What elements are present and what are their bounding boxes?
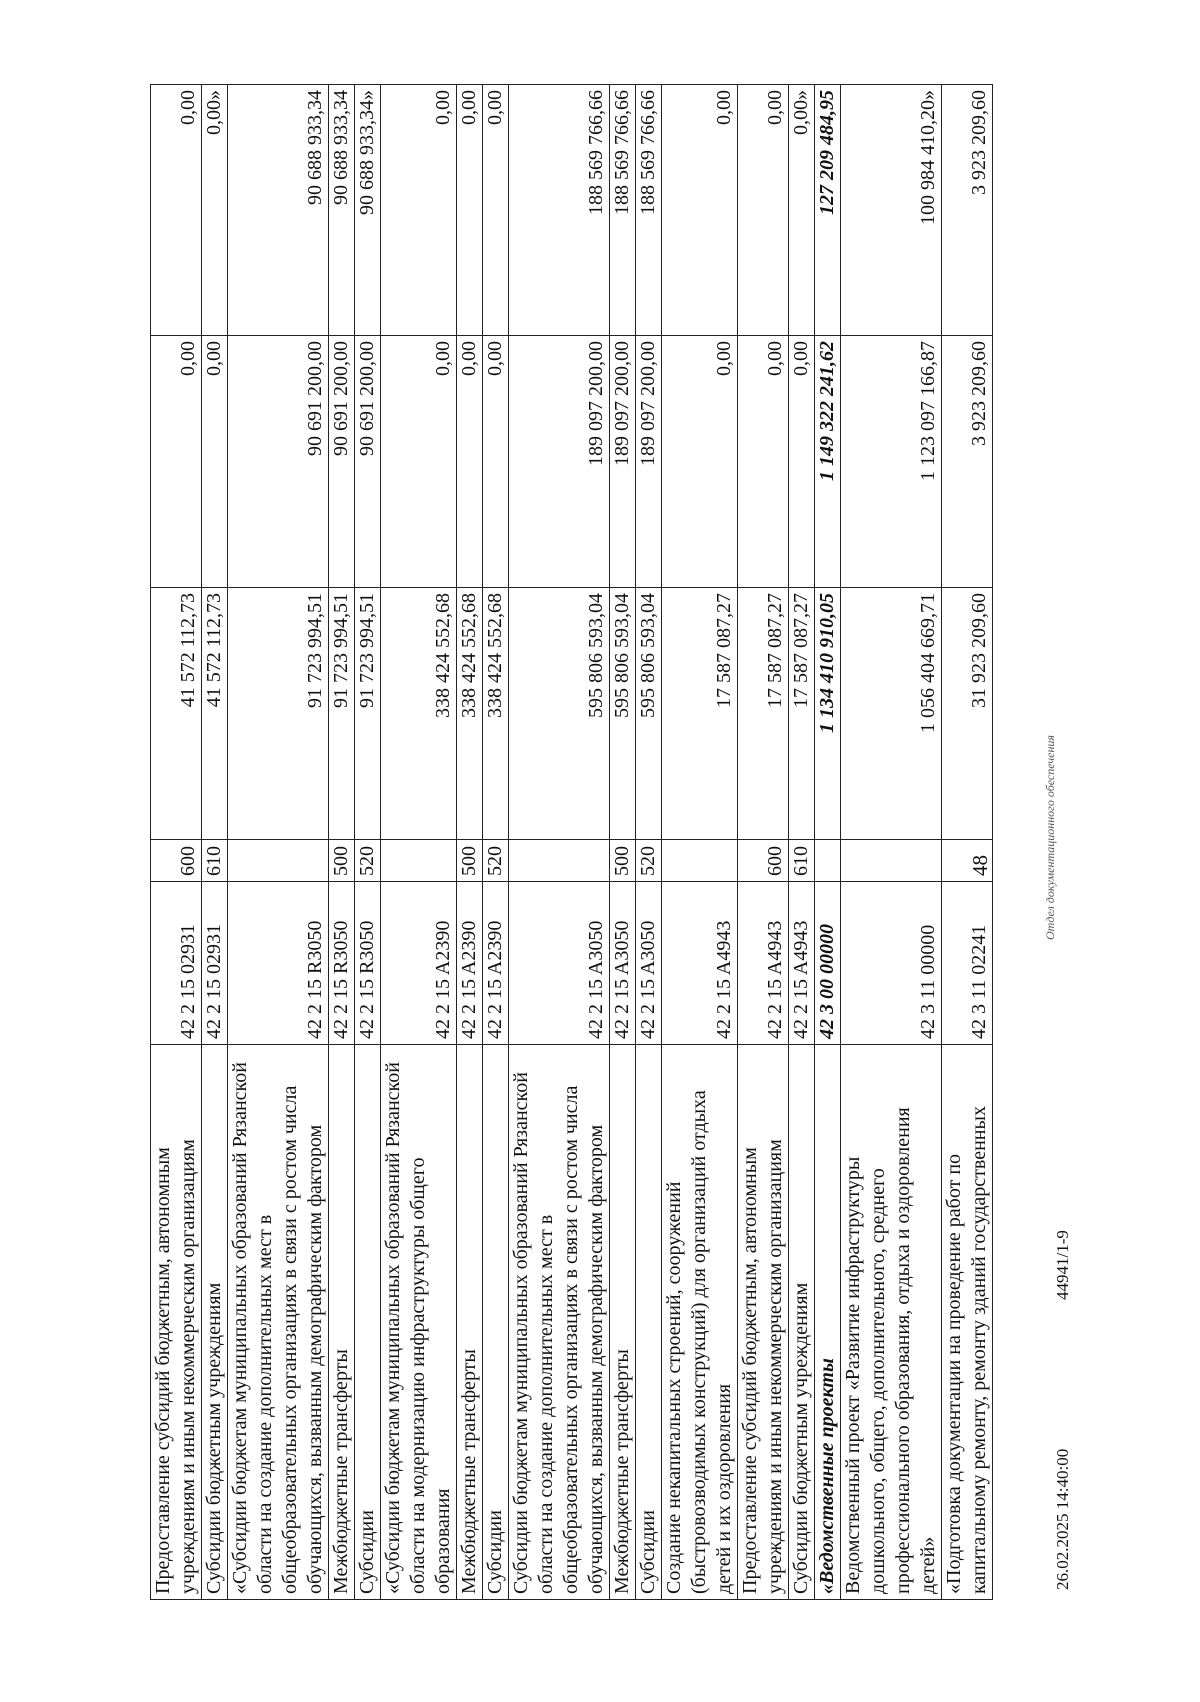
- row-name: Субсидии бюджетам муниципальных образований Рязанской области на создание дополнительных мест в общеобразовательных организациях в связи с ростом числа обучающихся, вызванным демографическим фактором: [509, 1045, 610, 1600]
- row-expense-type: [228, 840, 329, 882]
- row-code: 42 2 15 R3050: [228, 882, 329, 1045]
- rotated-content: [150, 80, 1080, 1600]
- department-stamp: Отдел документационного обеспечения: [1043, 735, 1057, 940]
- row-amount-3: 0,00: [151, 85, 202, 336]
- table-row: [636, 85, 662, 1600]
- row-amount-1: 1 056 404 669,71: [841, 588, 942, 840]
- row-amount-1: 91 723 994,51: [329, 588, 355, 840]
- row-amount-3: 127 209 484,95: [815, 85, 841, 336]
- row-amount-3: 188 569 766,66: [636, 85, 662, 336]
- row-name: Предоставление субсидий бюджетным, автономным учреждениям и иным некоммерческим организациям: [738, 1045, 789, 1600]
- row-name: Межбюджетные трансферты: [329, 1045, 355, 1600]
- row-expense-type: 500: [329, 840, 355, 882]
- row-expense-type: 600: [738, 840, 789, 882]
- row-name: «Субсидии бюджетам муниципальных образований Рязанской области на создание дополнительных мест в общеобразовательных организациях в связи с ростом числа обучающихся, вызванным демографическим фактором: [228, 1045, 329, 1600]
- row-amount-2: 0,00: [381, 336, 457, 588]
- table-row: [381, 85, 457, 1600]
- table-row: [457, 85, 483, 1600]
- row-amount-2: 1 149 322 241,62: [815, 336, 841, 588]
- footer-date: 26.02.2025 14:40:00: [1053, 1448, 1072, 1590]
- row-amount-1: 595 806 593,04: [636, 588, 662, 840]
- row-name: Создание некапитальных строений, сооружений (быстровозводимых конструкций) для организаций отдыха детей и их оздоровления: [662, 1045, 738, 1600]
- row-amount-3: 0,00: [738, 85, 789, 336]
- row-code: 42 2 15 A2390: [381, 882, 457, 1045]
- budget-table: [150, 84, 993, 1600]
- row-amount-1: 595 806 593,04: [610, 588, 636, 840]
- row-name: «Подготовка документации на проведение работ по капитальному ремонту, ремонту зданий государственных: [942, 1045, 993, 1600]
- row-amount-3: 90 688 933,34: [329, 85, 355, 336]
- row-expense-type: [841, 840, 942, 882]
- row-expense-type: 520: [636, 840, 662, 882]
- row-name: Субсидии: [636, 1045, 662, 1600]
- row-amount-3: 0,00»: [202, 85, 228, 336]
- row-amount-3: 188 569 766,66: [509, 85, 610, 336]
- row-amount-1: 91 723 994,51: [355, 588, 381, 840]
- row-amount-1: 91 723 994,51: [228, 588, 329, 840]
- row-code: 42 2 15 A4943: [662, 882, 738, 1045]
- row-expense-type: [381, 840, 457, 882]
- row-expense-type: 520: [483, 840, 509, 882]
- row-amount-2: 0,00: [457, 336, 483, 588]
- row-name: «Ведомственные проекты: [815, 1045, 841, 1600]
- row-amount-2: 189 097 200,00: [610, 336, 636, 588]
- row-code: 42 2 15 A3050: [636, 882, 662, 1045]
- row-code: 42 2 15 A3050: [509, 882, 610, 1045]
- row-amount-3: 90 688 933,34»: [355, 85, 381, 336]
- row-amount-2: 90 691 200,00: [329, 336, 355, 588]
- row-name: Субсидии: [483, 1045, 509, 1600]
- row-amount-3: 0,00: [381, 85, 457, 336]
- row-amount-3: 100 984 410,20»: [841, 85, 942, 336]
- page-number: 48: [968, 855, 992, 876]
- table-row: [789, 85, 815, 1600]
- row-amount-2: 0,00: [789, 336, 815, 588]
- table-row: [151, 85, 202, 1600]
- row-amount-3: 0,00: [457, 85, 483, 336]
- row-amount-1: 31 923 209,60: [942, 588, 993, 840]
- table-row: [329, 85, 355, 1600]
- table-row: [202, 85, 228, 1600]
- row-expense-type: 600: [151, 840, 202, 882]
- table-row: [228, 85, 329, 1600]
- row-amount-3: 90 688 933,34: [228, 85, 329, 336]
- row-code: 42 2 15 02931: [202, 882, 228, 1045]
- row-amount-2: 0,00: [483, 336, 509, 588]
- table-row: [738, 85, 789, 1600]
- row-amount-2: 189 097 200,00: [509, 336, 610, 588]
- row-amount-1: 1 134 410 910,05: [815, 588, 841, 840]
- row-name: «Субсидии бюджетам муниципальных образований Рязанской области на модернизацию инфраструктуры общего образования: [381, 1045, 457, 1600]
- table-row: [815, 85, 841, 1600]
- row-amount-2: 0,00: [151, 336, 202, 588]
- row-code: 42 2 15 R3050: [355, 882, 381, 1045]
- row-code: 42 2 15 A4943: [738, 882, 789, 1045]
- row-expense-type: [815, 840, 841, 882]
- row-name: Предоставление субсидий бюджетным, автономным учреждениям и иным некоммерческим организациям: [151, 1045, 202, 1600]
- table-row: [355, 85, 381, 1600]
- row-expense-type: [509, 840, 610, 882]
- row-code: 42 3 00 00000: [815, 882, 841, 1045]
- row-amount-2: 1 123 097 166,87: [841, 336, 942, 588]
- row-amount-1: 338 424 552,68: [483, 588, 509, 840]
- row-amount-2: 90 691 200,00: [355, 336, 381, 588]
- budget-table-body: [151, 85, 993, 1600]
- footer-doc-number: 44941/1-9: [1053, 1230, 1072, 1300]
- row-code: 42 2 15 02931: [151, 882, 202, 1045]
- table-row: [483, 85, 509, 1600]
- row-amount-1: 338 424 552,68: [457, 588, 483, 840]
- row-expense-type: 500: [457, 840, 483, 882]
- row-name: Межбюджетные трансферты: [457, 1045, 483, 1600]
- row-code: 42 2 15 A4943: [789, 882, 815, 1045]
- row-amount-3: 188 569 766,66: [610, 85, 636, 336]
- row-expense-type: [662, 840, 738, 882]
- row-amount-3: 0,00»: [789, 85, 815, 336]
- row-name: Межбюджетные трансферты: [610, 1045, 636, 1600]
- row-amount-1: 595 806 593,04: [509, 588, 610, 840]
- table-row: [610, 85, 636, 1600]
- row-code: 42 3 11 02241: [942, 882, 993, 1045]
- row-code: 42 2 15 A3050: [610, 882, 636, 1045]
- row-expense-type: 520: [355, 840, 381, 882]
- row-name: Субсидии бюджетным учреждениям: [789, 1045, 815, 1600]
- row-code: 42 2 15 A2390: [457, 882, 483, 1045]
- row-amount-1: 41 572 112,73: [202, 588, 228, 840]
- row-expense-type: 610: [789, 840, 815, 882]
- row-amount-1: 17 587 087,27: [789, 588, 815, 840]
- row-amount-1: 338 424 552,68: [381, 588, 457, 840]
- row-code: 42 2 15 R3050: [329, 882, 355, 1045]
- row-code: 42 3 11 00000: [841, 882, 942, 1045]
- table-row: [509, 85, 610, 1600]
- row-amount-2: 0,00: [738, 336, 789, 588]
- row-amount-2: 0,00: [202, 336, 228, 588]
- row-amount-3: 3 923 209,60: [942, 85, 993, 336]
- row-amount-2: 90 691 200,00: [228, 336, 329, 588]
- table-row: [841, 85, 942, 1600]
- row-amount-2: 189 097 200,00: [636, 336, 662, 588]
- table-row: [662, 85, 738, 1600]
- row-amount-1: 41 572 112,73: [151, 588, 202, 840]
- row-name: Ведомственный проект «Развитие инфраструктуры дошкольного, общего, дополнительного, среднего профессионального образования, отдыха и оздоровления детей»: [841, 1045, 942, 1600]
- row-amount-3: 0,00: [662, 85, 738, 336]
- row-expense-type: 500: [610, 840, 636, 882]
- table-row: [942, 85, 993, 1600]
- row-amount-2: 0,00: [662, 336, 738, 588]
- row-amount-3: 0,00: [483, 85, 509, 336]
- row-code: 42 2 15 A2390: [483, 882, 509, 1045]
- row-amount-1: 17 587 087,27: [738, 588, 789, 840]
- row-amount-2: 3 923 209,60: [942, 336, 993, 588]
- row-name: Субсидии: [355, 1045, 381, 1600]
- row-amount-1: 17 587 087,27: [662, 588, 738, 840]
- row-expense-type: 610: [202, 840, 228, 882]
- row-name: Субсидии бюджетным учреждениям: [202, 1045, 228, 1600]
